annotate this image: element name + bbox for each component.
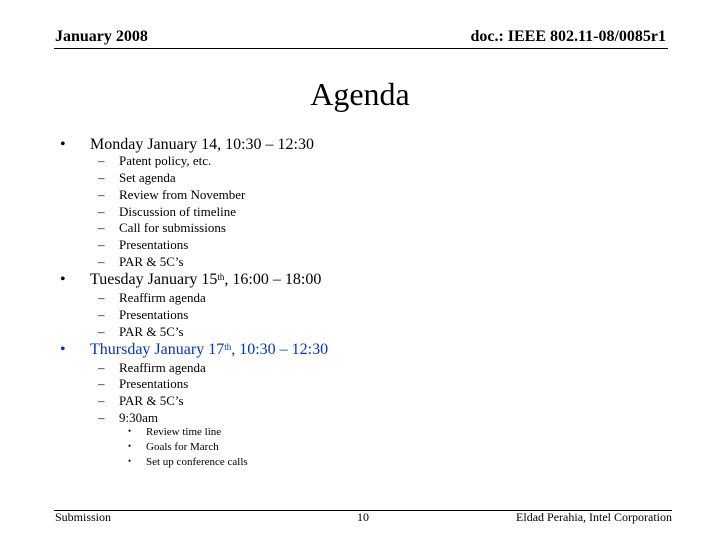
dash-icon: – [98, 153, 105, 168]
bullet-icon: • [128, 441, 132, 451]
page-number: 10 [357, 510, 369, 524]
header-date: January 2008 [55, 28, 148, 45]
dash-icon: – [98, 324, 105, 339]
list-item-label: PAR & 5C’s [119, 254, 184, 269]
list-item [98, 410, 158, 426]
list-item-label: Presentations [119, 376, 189, 391]
list-item [98, 170, 176, 186]
session-tuesday [60, 271, 322, 289]
session-heading: Monday January 14, 10:30 – 12:30 [90, 136, 314, 153]
sub-list-item-label: Goals for March [146, 441, 219, 453]
list-item [98, 237, 189, 253]
list-item [98, 187, 246, 203]
list-item-label: 9:30am [119, 410, 158, 425]
list-item-label: Review from November [119, 187, 246, 202]
list-item-label: Reaffirm agenda [119, 290, 206, 305]
list-item-label: Presentations [119, 237, 189, 252]
list-item [98, 290, 206, 306]
list-item [98, 307, 189, 323]
dash-icon: – [98, 170, 105, 185]
bullet-icon: • [128, 426, 132, 436]
footer-submission: Submission [55, 510, 112, 524]
list-item-label: Call for submissions [119, 220, 226, 235]
list-item-label: PAR & 5C’s [119, 324, 184, 339]
sub-list-item [128, 441, 219, 453]
list-item [98, 393, 184, 409]
dash-icon: – [98, 237, 105, 252]
session-thursday [60, 341, 329, 359]
footer-author: Eldad Perahia, Intel Corporation [516, 510, 672, 524]
list-item [98, 204, 236, 220]
list-item-label: Presentations [119, 307, 189, 322]
sub-list-item-label: Review time line [146, 426, 222, 438]
list-item-label: Patent policy, etc. [119, 153, 212, 168]
dash-icon: – [98, 204, 105, 219]
session-heading: Thursday January 17th, 10:30 – 12:30 [90, 341, 329, 358]
dash-icon: – [98, 290, 105, 305]
dash-icon: – [98, 360, 105, 375]
list-item [98, 376, 189, 392]
sub-list-item [128, 456, 248, 468]
sub-list-item [128, 426, 222, 438]
header-doc-id: doc.: IEEE 802.11-08/0085r1 [470, 28, 666, 45]
sub-list-item-label: Set up conference calls [146, 456, 248, 468]
list-item [98, 360, 206, 376]
bullet-icon: • [60, 136, 66, 153]
dash-icon: – [98, 187, 105, 202]
list-item [98, 153, 212, 169]
list-item-label: Reaffirm agenda [119, 360, 206, 375]
list-item-label: Discussion of timeline [119, 204, 236, 219]
bullet-icon: • [128, 456, 132, 466]
dash-icon: – [98, 254, 105, 269]
page-title: Agenda [310, 76, 410, 112]
list-item-label: Set agenda [119, 170, 176, 185]
dash-icon: – [98, 410, 105, 425]
dash-icon: – [98, 393, 105, 408]
list-item [98, 254, 184, 270]
dash-icon: – [98, 307, 105, 322]
session-heading: Tuesday January 15th, 16:00 – 18:00 [90, 271, 322, 288]
dash-icon: – [98, 220, 105, 235]
bullet-icon: • [60, 271, 66, 288]
list-item-label: PAR & 5C’s [119, 393, 184, 408]
list-item [98, 220, 226, 236]
list-item [98, 324, 184, 340]
bullet-icon: • [60, 341, 66, 358]
session-monday [60, 136, 314, 154]
dash-icon: – [98, 376, 105, 391]
